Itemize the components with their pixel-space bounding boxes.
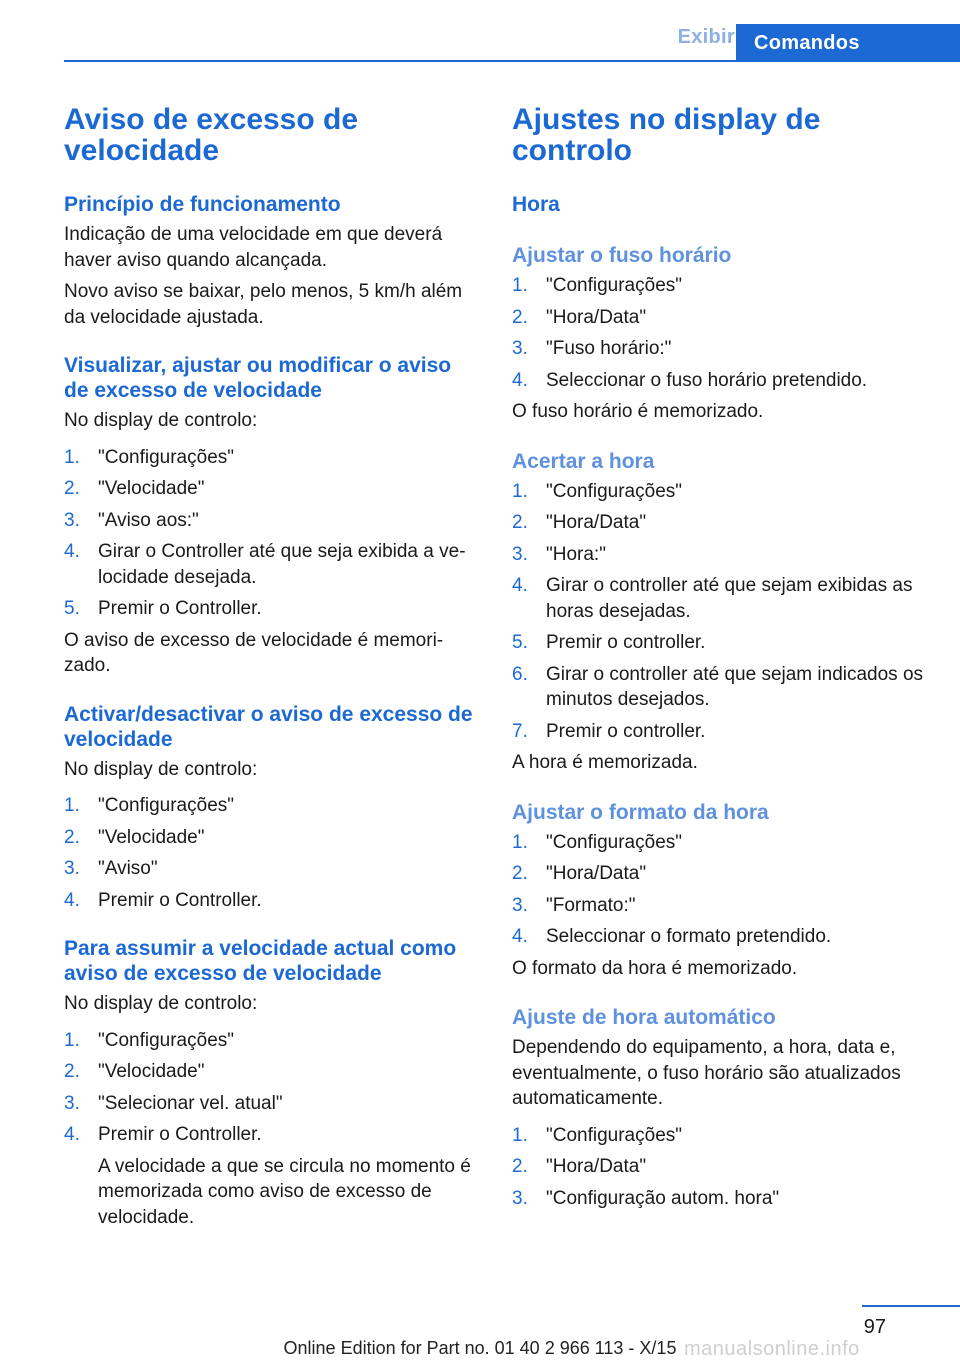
list-item: 6. Girar o controller até que sejam indicados os minutos desejados. [512, 663, 924, 710]
list-item: 7. Premir o controller. [512, 720, 706, 742]
list-item: 3. "Formato:" [512, 894, 636, 916]
left-column [64, 104, 480, 1230]
steps-list [64, 1028, 480, 1231]
list-item: 3. "Fuso horário:" [512, 338, 672, 359]
heading-view-adjust: Visualizar, ajustar ou modificar o aviso de excesso de velocidade [64, 354, 452, 402]
steps-list [64, 445, 480, 622]
paragraph: O fuso horário é memorizado. [512, 401, 764, 422]
list-item: 3. "Hora:" [512, 543, 606, 565]
page-number: 97 [863, 1316, 886, 1338]
heading-time-format: Ajustar o formato da hora [512, 800, 769, 824]
list-item: 1. "Configurações" [512, 1124, 683, 1146]
steps-list [512, 1123, 930, 1212]
heading-assume-current: Para assumir a velocidade actual como aviso de excesso de velocidade [64, 937, 457, 985]
list-item: 2. "Hora/Data" [512, 1156, 647, 1177]
section-title-speed-warning: Aviso de excesso de velocidade [64, 103, 359, 167]
list-item: 4. Girar o Controller até que seja exibida a ve‐locidade desejada. [64, 541, 466, 588]
step-detail: A velocidade a que se circula no momento é memorizada como aviso de excesso de velocidade. [98, 1155, 471, 1228]
list-item: 2. "Hora/Data" [512, 306, 647, 328]
paragraph: Novo aviso se baixar, pelo menos, 5 km/h além da velocidade ajustada. [64, 281, 463, 328]
heading-set-time: Acertar a hora [512, 449, 655, 473]
paragraph: O formato da hora é memorizado. [512, 957, 798, 979]
list-item: 4. Seleccionar o fuso horário pretendido. [512, 369, 868, 391]
list-item: 3. "Selecionar vel. atual" [64, 1092, 283, 1114]
tab-comandos[interactable]: Comandos [736, 24, 960, 62]
list-item: 1. "Configurações" [64, 446, 235, 468]
paragraph: No display de controlo: [64, 993, 258, 1014]
list-item: 4. Premir o Controller. [64, 889, 262, 911]
paragraph: Dependendo do equipamento, a hora, data e, eventualmente, o fuso horário são atualizados automaticamente. [512, 1037, 901, 1109]
list-item: 2. "Hora/Data" [512, 863, 647, 884]
footer-rule [862, 1305, 960, 1307]
heading-principle: Princípio de funcionamento [64, 193, 341, 216]
steps-list [512, 479, 930, 745]
list-item: 2. "Hora/Data" [512, 512, 647, 533]
list-item: 3. "Aviso aos:" [64, 509, 199, 531]
list-item: 2. "Velocidade" [64, 1061, 205, 1082]
list-item: 4. Girar o controller até que sejam exibidas as horas desejadas. [512, 575, 913, 622]
steps-list [512, 830, 930, 950]
heading-timezone: Ajustar o fuso horário [512, 244, 732, 267]
list-item: 4. Seleccionar o formato pretendido. [512, 926, 832, 947]
section-title-display-settings: Ajustes no display de controlo [512, 103, 821, 167]
list-item: 1. "Configurações" [512, 480, 683, 502]
list-item: 1. "Configurações" [64, 1029, 235, 1051]
list-item: 5. Premir o controller. [512, 632, 706, 653]
list-item: 1. "Configurações" [512, 831, 683, 853]
paragraph: No display de controlo: [64, 758, 258, 780]
page-header [0, 0, 960, 62]
steps-list [64, 793, 480, 913]
list-item: 2. "Velocidade" [64, 478, 205, 499]
edition-line: Online Edition for Part no. 01 40 2 966 113 - X/15 [283, 1338, 677, 1358]
list-item: 3. "Aviso" [64, 858, 158, 879]
heading-activate: Activar/desactivar o aviso de excesso de velocidade [64, 702, 473, 751]
paragraph: No display de controlo: [64, 410, 258, 431]
list-item: 5. Premir o Controller. [64, 598, 262, 619]
heading-auto-time: Ajuste de hora automático [512, 1006, 776, 1029]
header-rule [64, 60, 960, 62]
steps-list [512, 273, 930, 393]
right-column [512, 104, 930, 1211]
paragraph: A hora é memorizada. [512, 752, 698, 773]
list-item: 2. "Velocidade" [64, 826, 205, 848]
list-item: 3. "Configuração autom. hora" [512, 1187, 780, 1209]
paragraph: Indicação de uma velocidade em que deverá haver aviso quando alcançada. [64, 224, 443, 271]
tab-exibir[interactable]: Exibir [677, 26, 735, 48]
watermark: manualsonline.info [684, 1338, 860, 1360]
list-item: 4. Premir o Controller. A velocidade a que se circula no momento é memorizada como aviso de excesso de velocidade. [64, 1122, 480, 1230]
heading-hora: Hora [512, 193, 560, 216]
list-item: 1. "Configurações" [512, 275, 683, 296]
list-item: 1. "Configurações" [64, 795, 235, 816]
paragraph: O aviso de excesso de velocidade é memori‐zado. [64, 629, 444, 676]
